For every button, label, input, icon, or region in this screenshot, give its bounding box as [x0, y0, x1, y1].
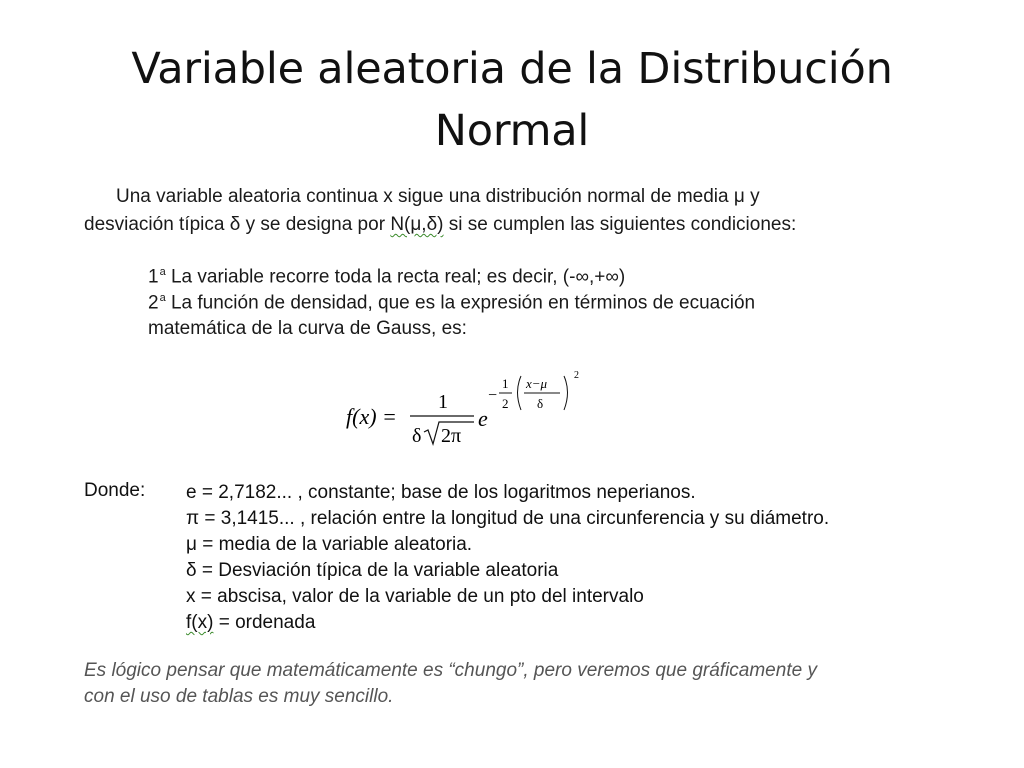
definitions-list: [186, 480, 829, 636]
condition-2-number: 2: [148, 292, 159, 314]
condition-2-continued: matemática de la curva de Gauss, es:: [148, 318, 467, 339]
formula-left-paren: [518, 376, 522, 410]
formula-right-paren: [564, 376, 568, 410]
slide-title-line-1: Variable aleatoria de la Distribución: [131, 44, 893, 94]
formula-denominator-root: 2π: [441, 425, 462, 447]
formula-lhs: f(x) =: [346, 404, 397, 429]
condition-2-text: La función de densidad, que es la expresión en términos de ecuación: [165, 292, 756, 314]
gauss-density-formula: [338, 370, 608, 450]
definition-x: x = abscisa, valor de la variable de un pto del intervalo: [186, 586, 644, 607]
intro-line-2-prefix: desviación típica δ y se designa por: [84, 214, 391, 235]
definition-fx-text: = ordenada: [213, 612, 316, 633]
intro-line-1: Una variable aleatoria continua x sigue una distribución normal de media μ y: [116, 186, 760, 207]
definition-pi: π = 3,1415... , relación entre la longitud de una circunferencia y su diámetro.: [186, 508, 830, 529]
definition-fx-term: f(x): [186, 612, 214, 633]
definition-fx: [186, 610, 829, 636]
condition-1: [148, 266, 625, 288]
condition-1-number: 1: [148, 266, 159, 288]
formula-exp-numerator: x−μ: [526, 376, 548, 391]
formula-denominator-sigma: δ: [412, 425, 422, 447]
slide-title: [40, 38, 984, 162]
condition-1-ordinal: a: [159, 266, 166, 278]
formula-half-numerator: 1: [502, 376, 509, 391]
condition-2-ordinal: a: [159, 292, 166, 304]
definition-sigma: δ = Desviación típica de la variable aleatoria: [186, 560, 559, 581]
intro-line-2: [84, 214, 796, 236]
formula-half-denominator: 2: [502, 396, 509, 411]
definition-mu: μ = media de la variable aleatoria.: [186, 534, 473, 555]
formula-exp-denominator: δ: [537, 396, 544, 411]
slide-title-line-2: Normal: [434, 106, 590, 156]
intro-line-2-suffix: si se cumplen las siguientes condiciones:: [443, 214, 797, 235]
donde-label: Donde:: [84, 480, 146, 501]
condition-2: [148, 292, 755, 314]
formula-exp-power: 2: [574, 370, 579, 381]
definition-e: e = 2,7182... , constante; base de los logaritmos neperianos.: [186, 482, 696, 503]
normal-notation: N(μ,δ): [390, 214, 444, 235]
formula-base-e: e: [478, 406, 488, 431]
condition-1-text: La variable recorre toda la recta real; es decir, (-∞,+∞): [165, 266, 626, 288]
formula-numerator: 1: [438, 391, 448, 413]
formula-exp-sign: −: [488, 387, 498, 404]
note-line-2: con el uso de tablas es muy sencillo.: [84, 686, 394, 707]
note-line-1: Es lógico pensar que matemáticamente es “chungo”, pero veremos que gráficamente y: [84, 660, 817, 681]
